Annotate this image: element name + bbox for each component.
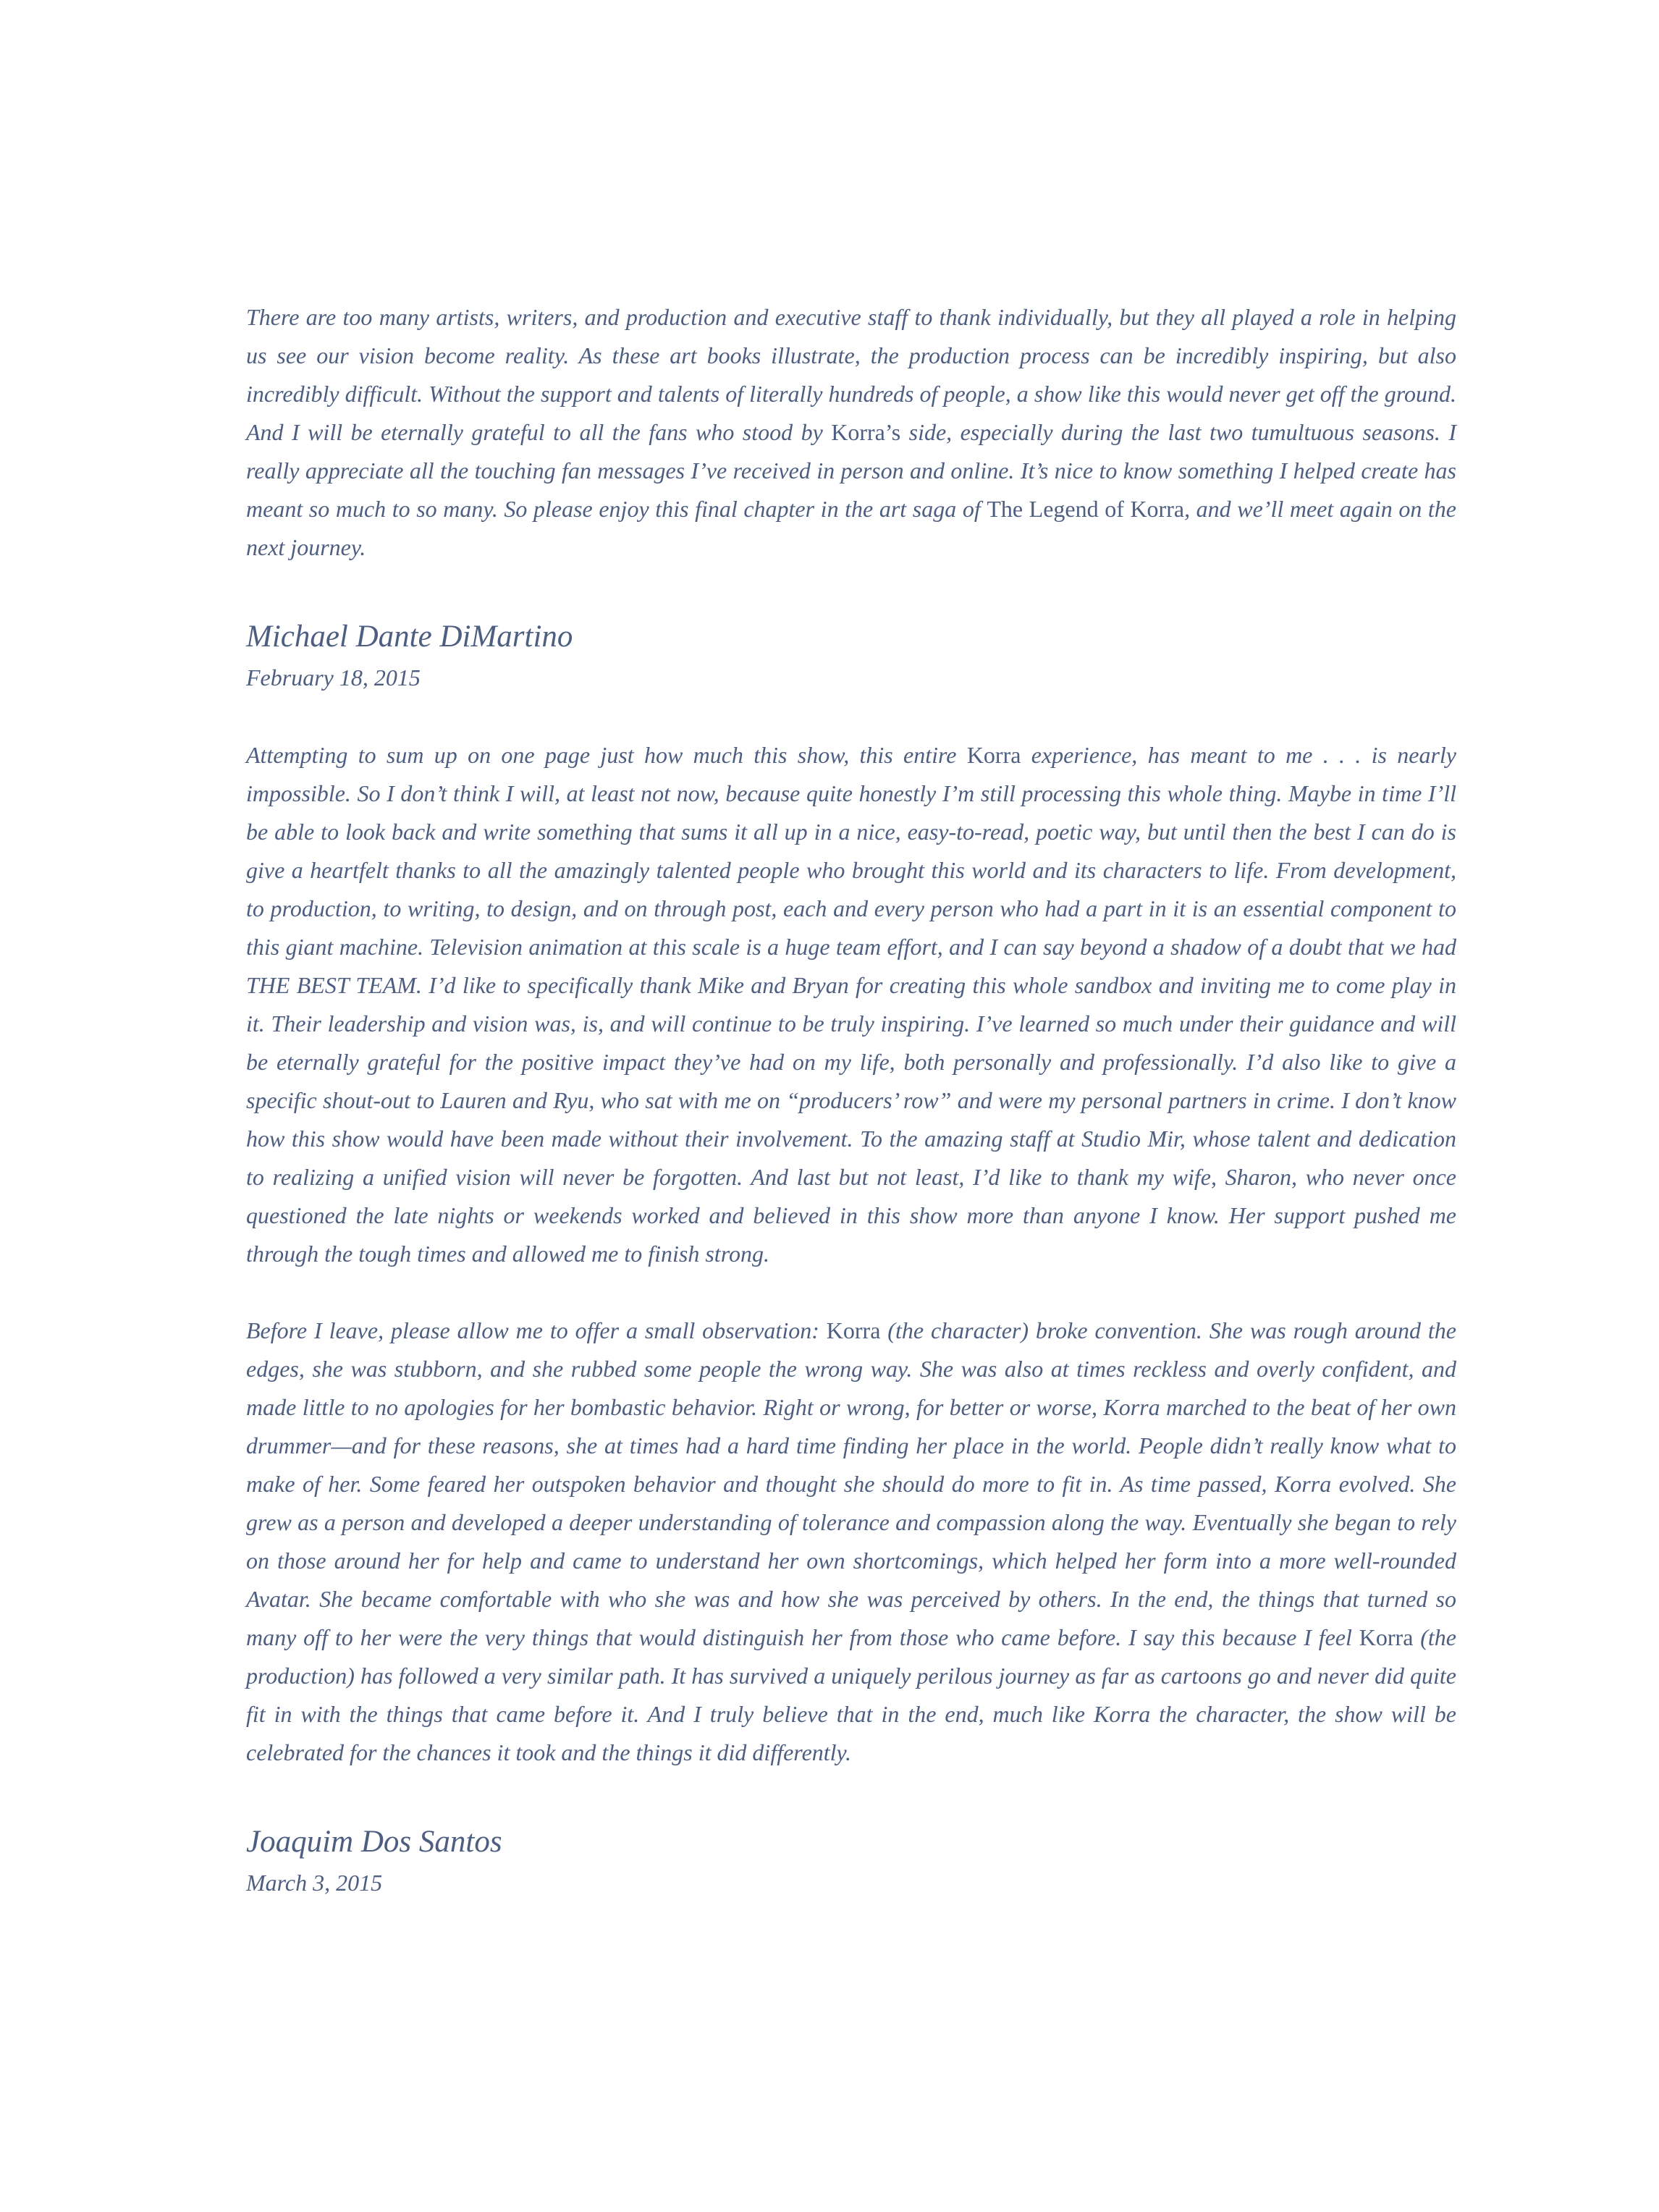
signature-date-dossantos: March 3, 2015: [246, 1870, 383, 1896]
signature-date-dimartino: February 18, 2015: [246, 664, 421, 691]
signature-block-dossantos: [246, 1820, 1456, 1901]
body-text-segment: Before I leave, please allow me to offer a small observation:: [246, 1317, 827, 1343]
body-text-segment: , and we’ll meet again on the next journey.: [246, 496, 1457, 560]
title-text-roman: Korra: [966, 742, 1021, 768]
title-text-roman: Korra: [1359, 1624, 1414, 1650]
foreword-text-block: [246, 298, 1456, 1901]
signature-name-dossantos: Joaquim Dos Santos: [246, 1825, 502, 1859]
body-text-segment: There are too many artists, writers, and production and executive staff to thank individually, but they all played a role in helping us see our vision become reality. As these art books illustrate, the production process can be incredibly inspiring, but also incredibly difficult. Without the support and talents of literally hundreds of people, a show like this would never get off the ground. And I will be eternally grateful to all the fans who stood by: [246, 304, 1456, 445]
title-text-roman: Korra: [826, 1317, 881, 1343]
foreword-paragraph-dossantos-1: [246, 736, 1456, 1273]
foreword-paragraph-dossantos-2: [246, 1312, 1456, 1772]
body-text-segment: side, especially during the last two tumultuous seasons. I really appreciate all the touching fan messages I’ve received in person and online. It’s nice to know something I helped create has meant so much to so many. So please enjoy this final chapter in the art saga of: [246, 419, 1457, 522]
title-text-roman: Korra’s: [831, 419, 901, 445]
body-text-segment: Attempting to sum up on one page just how much this show, this entire: [246, 742, 967, 768]
body-text-segment: (the production) has followed a very similar path. It has survived a uniquely perilous journey as far as cartoons go and never did quite fit in with the things that came before it. And I truly believe that in the end, much like Korra the character, the show will be celebrated for the chances it took and the things it did differently.: [246, 1624, 1457, 1765]
body-text-segment: (the character) broke convention. She was rough around the edges, she was stubborn, and she rubbed some people the wrong way. She was also at times reckless and overly confident, and made little to no apologies for her bombastic behavior. Right or wrong, for better or worse, Korra marched to the beat of her own drummer—and for these reasons, she at times had a hard time finding her place in the world. People didn’t really know what to make of her. Some feared her outspoken behavior and thought she should do more to fit in. As time passed, Korra evolved. She grew as a person and developed a deeper understanding of tolerance and compassion along the way. Eventually she began to rely on those around her for help and came to understand her own shortcomings, which helped her form into a more well-rounded Avatar. She became comfortable with who she was and how she was perceived by others. In the end, the things that turned so many off to her were the very things that would distinguish her from those who came before. I say this because I feel: [246, 1317, 1457, 1650]
body-text-segment: experience, has meant to me . . . is nearly impossible. So I don’t think I will, at least not now, because quite honestly I’m still processing this whole thing. Maybe in time I’ll be able to look back and write something that sums it all up in a nice, easy-to-read, poetic way, but until then the best I can do is give a heartfelt thanks to all the amazingly talented people who brought this world and its characters to life. From development, to production, to writing, to design, and on through post, each and every person who had a part in it is an essential component to this giant machine. Television animation at this scale is a huge team effort, and I can say beyond a shadow of a doubt that we had THE BEST TEAM. I’d like to specifically thank Mike and Bryan for creating this whole sandbox and inviting me to come play in it. Their leadership and vision was, is, and will continue to be truly inspiring. I’ve learned so much under their guidance and will be eternally grateful for the positive impact they’ve had on my life, both personally and professionally. I’d also like to give a specific shout-out to Lauren and Ryu, who sat with me on “producers’ row” and were my personal partners in crime. I don’t know how this show would have been made without their involvement. To the amazing staff at Studio Mir, whose talent and dedication to realizing a unified vision will never be forgotten. And last but not least, I’d like to thank my wife, Sharon, who never once questioned the late nights or weekends worked and believed in this show more than anyone I know. Her support pushed me through the tough times and allowed me to finish strong.: [246, 742, 1457, 1267]
foreword-paragraph-dimartino: [246, 298, 1456, 567]
title-text-roman: The Legend of Korra: [987, 496, 1185, 522]
signature-block-dimartino: [246, 615, 1456, 696]
signature-name-dimartino: Michael Dante DiMartino: [246, 620, 573, 654]
